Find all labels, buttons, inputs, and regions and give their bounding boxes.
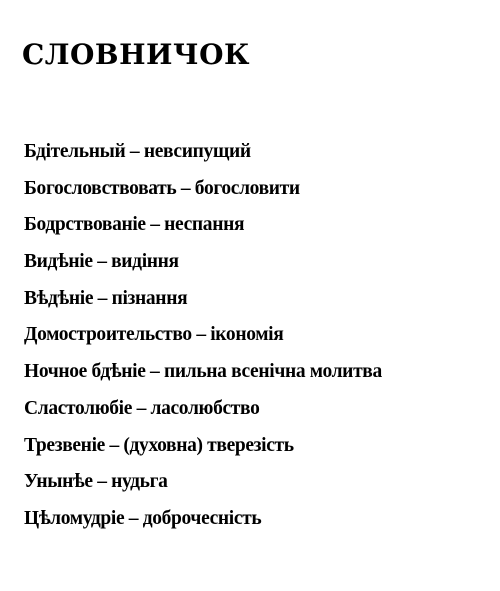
glossary-entry: Вѣдѣніе – пізнання [24,287,188,309]
glossary-entry: Богословствовать – богословити [24,177,300,199]
glossary-entry: Сластолюбіе – ласолюбство [24,397,260,419]
glossary-entry: Видѣніе – видіння [24,251,179,273]
glossary-entry: Ночное бдѣніе – пильна всенічна молитва [24,361,382,383]
page-title: СЛОВНИЧОК [22,38,250,71]
glossary-entry: Трезвеніе – (духовна) тверезість [24,434,294,456]
glossary-entry: Бдітельный – невсипущий [24,141,251,162]
glossary-entry: Цѣломудріе – доброчесність [24,507,262,529]
glossary-entry: Домостроительство – ікономія [24,324,284,346]
glossary-entry: Бодрствованіе – неспання [24,214,245,236]
glossary-entry: Унынѣе – нудьга [24,471,168,493]
glossary-list [24,139,494,543]
